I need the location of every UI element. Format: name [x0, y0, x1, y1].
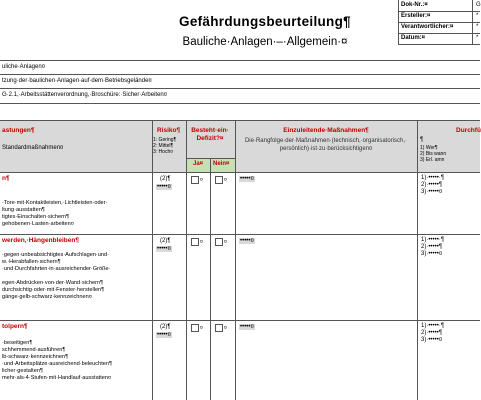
hazard-title: n¶ — [2, 175, 10, 182]
impl-item: 3) Erl. am¤ — [420, 157, 445, 163]
document-subtitle: Bauliche·Anlagen·–·Allgemein·¤ — [182, 36, 348, 48]
hazard-title: werden,·Hängenbleiben¶ — [2, 237, 79, 244]
meta-value: G — [476, 2, 481, 8]
table-row — [0, 320, 480, 400]
meta-row-ersteller — [398, 11, 480, 22]
measure-line — [2, 333, 112, 340]
deficit-nein-checkbox[interactable] — [215, 324, 223, 332]
checkbox-mark: ¤ — [224, 177, 227, 183]
measure-line: durchsichtig·oder·mit·Fenster·herstellen¶ — [2, 287, 105, 293]
measure-line: ·gegen·unbeabsichtigtes·Aufschlagen·und· — [2, 252, 109, 258]
meta-value: * — [476, 24, 479, 30]
meta-row-docnr — [398, 0, 480, 11]
impl-done-field[interactable]: 3)·•••••¤ — [421, 337, 443, 344]
col-deficit-title-2: Defizit?¤ — [196, 135, 224, 142]
checkbox-mark: ¤ — [224, 325, 227, 331]
measure-line: egen·Abdrücken·von·der·Wand·sichern¶ — [2, 280, 104, 286]
col-deficit-title-1: Besteht·ein· — [191, 127, 229, 134]
risk-value: (2)¶ — [160, 176, 171, 182]
col-implementation-pilcrow: ¶ — [420, 137, 424, 143]
impl-when-field[interactable]: 2)·•••••¶ — [421, 182, 443, 189]
meta-value: * — [476, 35, 479, 41]
measure-line: lb-schwarz·kennzeichnen¶ — [2, 354, 69, 360]
meta-table — [398, 0, 480, 60]
deficit-ja-checkbox[interactable] — [191, 176, 199, 184]
risk-value: (2)¶ — [160, 238, 171, 244]
deficit-ja-checkbox[interactable] — [191, 238, 199, 246]
risk-value: (2)¶ — [160, 324, 171, 330]
col-risk-scale — [153, 137, 176, 155]
measure-line: ·und·Arbeitsplätze·ausreichend·beleuchten¶ — [2, 361, 112, 367]
checkbox-mark: ¤ — [224, 239, 227, 245]
risk-input[interactable]: •••••¤ — [157, 332, 171, 338]
info-line-sources: G·2.1,·Arbeitsstättenverordnung,·Broschüre:·Sicher·Arbeiten¤ — [2, 92, 168, 98]
impl-who-field[interactable]: 1)·•••••·¶ — [421, 237, 445, 243]
implementation-fields — [421, 237, 444, 259]
impl-who-field[interactable]: 1)·•••••·¶ — [421, 323, 445, 329]
deficit-nein-checkbox[interactable] — [215, 238, 223, 246]
deficit-nein-label: Nein¤ — [213, 161, 230, 167]
deficit-ja-checkbox[interactable] — [191, 324, 199, 332]
measure-input[interactable]: •••••¤ — [240, 238, 254, 244]
meta-label: Verantwortlicher:¤ — [401, 24, 454, 30]
measure-line: licher·gestalten¶ — [2, 368, 43, 374]
measure-line — [2, 193, 107, 200]
hazard-measures — [2, 245, 111, 301]
measure-line — [2, 186, 107, 193]
hazard-measures — [2, 186, 107, 228]
meta-label: Dok-Nr.:¤ — [401, 2, 428, 8]
measure-line — [2, 273, 111, 280]
col-implementation-list — [420, 145, 446, 163]
measure-line — [2, 245, 111, 252]
info-line-area: uliche·Anlagen¤ — [2, 64, 46, 70]
col-measures-subtitle-1: Die·Rangfolge·der·Maßnahmen·(technisch,·organisatorisch,· — [244, 138, 408, 144]
col-hazards-title: astungen¶ — [2, 127, 35, 134]
impl-done-field[interactable]: 3)·•••••¤ — [421, 189, 443, 196]
deficit-nein-checkbox[interactable] — [215, 176, 223, 184]
col-measures-title: Einzuleitende·Maßnahmen¶ — [283, 127, 369, 134]
measure-line: mehr·als·4·Stufen·mit·Handlauf·ausstatten¤ — [2, 375, 112, 381]
col-measures-subtitle-2: persönlich)·ist·zu·berücksichtigen¤ — [279, 146, 373, 152]
hazard-title: tolpern¶ — [2, 323, 28, 330]
measure-line: ltung·ausstatten¶ — [2, 207, 45, 213]
impl-who-field[interactable]: 1)·•••••·¶ — [421, 175, 445, 181]
meta-label: Ersteller:¤ — [401, 13, 431, 19]
impl-when-field[interactable]: 2)·•••••¶ — [421, 244, 443, 251]
col-implementation-title: Durchfü — [456, 127, 481, 134]
risk-input[interactable]: •••••¤ — [157, 246, 171, 252]
measure-line: gänge·gelb-schwarz·kennzeichnen¤ — [2, 294, 92, 300]
impl-when-field[interactable]: 2)·•••••¶ — [421, 330, 443, 337]
measure-input[interactable]: •••••¤ — [240, 324, 254, 330]
meta-row-datum — [398, 33, 480, 44]
col-hazards-subtitle: Standardmaßnahmen¤ — [2, 145, 64, 151]
meta-label: Datum:¤ — [401, 35, 426, 41]
measure-line: tigtes·Einschalten·sichern¶ — [2, 214, 70, 220]
info-line-activity: tzung·der·baulichen·Anlagen·auf·dem·Betriebsgelände¤ — [2, 78, 152, 84]
table-row — [0, 234, 480, 320]
measure-input[interactable]: •••••¤ — [240, 176, 254, 182]
table-row — [0, 172, 480, 234]
impl-item: 1) Wer¶ — [420, 145, 438, 151]
implementation-fields — [421, 175, 444, 197]
risk-input[interactable]: •••••¤ — [157, 184, 171, 190]
measure-line: ·und·Durchfahrten·in·ausreichender·Größe· — [2, 266, 111, 272]
impl-item: 2) Bis wann — [420, 151, 447, 157]
document-title: Gefährdungsbeurteilung¶ — [179, 14, 351, 29]
risk-scale-item: 3: Hoch¤ — [153, 149, 174, 155]
risk-scale-item: 2: Mittel¶ — [153, 143, 174, 149]
risk-scale-item: 1: Gering¶ — [153, 137, 177, 143]
measure-line: w.·Herabfallen·sichern¶ — [2, 259, 61, 265]
checkbox-mark: ¤ — [200, 177, 203, 183]
impl-done-field[interactable]: 3)·•••••¤ — [421, 251, 443, 258]
checkbox-mark: ¤ — [200, 239, 203, 245]
implementation-fields — [421, 323, 444, 345]
col-risk-title: Risiko¶ — [157, 127, 181, 134]
checkbox-mark: ¤ — [200, 325, 203, 331]
measure-line: ·Tore·mit·Kontaktleisten,·Lichtleisten·oder· — [2, 200, 108, 206]
meta-row-verantwortlicher — [398, 22, 480, 33]
deficit-ja-label: Ja¤ — [193, 161, 204, 167]
hazard-measures — [2, 333, 112, 382]
meta-value: * — [476, 13, 479, 19]
document-header — [0, 0, 480, 60]
measure-line: schhemmend·ausführen¶ — [2, 347, 66, 353]
measure-line: gehobenen·Lasten·arbeiten¤ — [2, 221, 74, 227]
measure-line: ·beseitigen¶ — [2, 340, 33, 346]
